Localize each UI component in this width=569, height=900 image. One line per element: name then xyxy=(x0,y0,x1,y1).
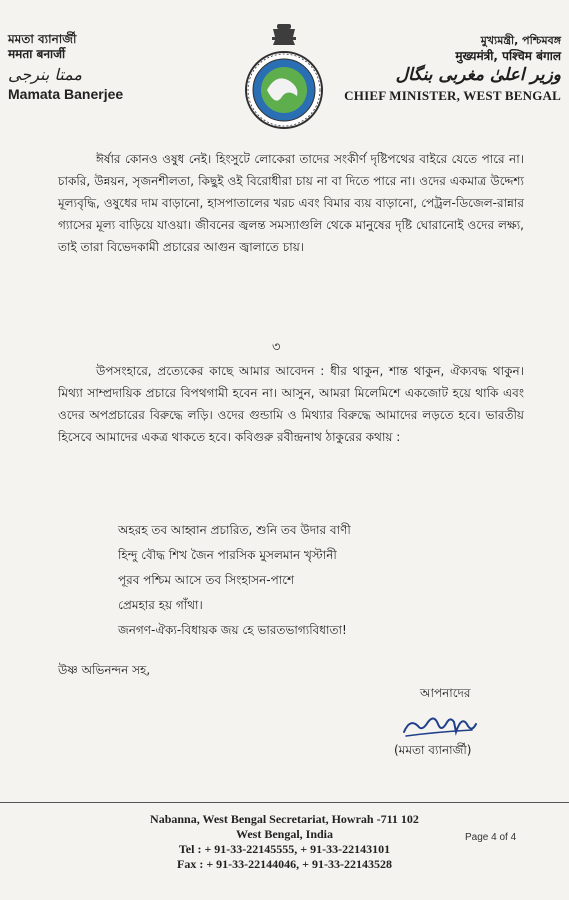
greeting: উষ্ণ অভিনন্দন সহ, xyxy=(58,663,151,677)
address-line: Nabanna, West Bengal Secretariat, Howrah -711 102 xyxy=(150,812,419,826)
hindi-title: मुख्यमंत्री, पश्चिम बंगाल xyxy=(455,49,561,63)
poem-line: অহরহ তব আহ্বান প্রচারিত, শুনি তব উদার বাণী xyxy=(118,523,351,537)
urdu-title: وزیر اعلیٰ مغربی بنگال xyxy=(395,65,561,85)
letterhead-right xyxy=(331,34,561,104)
page-number: Page 4 of 4 xyxy=(465,832,517,843)
handwritten-signature xyxy=(400,708,480,742)
poem-line: হিন্দু বৌদ্ধ শিখ জৈন পারসিক মুসলমান খৃস্টানী xyxy=(118,548,337,562)
footer-divider xyxy=(0,802,569,803)
poem-line: পূরব পশ্চিম আসে তব সিংহাসন-পাশে xyxy=(118,573,295,587)
poem-line: প্রেমহার হয় গাঁথা। xyxy=(118,598,203,612)
bengali-name: মমতা ব্যানার্জী xyxy=(8,32,77,46)
tel-line: Tel : + 91-33-22145555, + 91-33-22143101 xyxy=(178,842,391,856)
paragraph-2: উপসংহারে, প্রত্যেকের কাছে আমার আবেদন : ধীর থাকুন, শান্ত থাকুন, ঐক্যবদ্ধ থাকুন। মিথ্যা সাম্প্রদায়িক প্রচারে বিপথগামী হবেন না। আসুন, আমরা মিলেমিশে একজোট হয়ে থাকি এবং ওদের অপপ্রচারের বিরুদ্ধে লড়ি। ওদের গুন্ডামি ও মিথ্যার বিরুদ্ধে আমাদের লড়তে হবে। ভারতীয় হিসেবে আমাদের একত্র থাকতে হবে। কবিগুরু রবীন্দ্রনাথ ঠাকুরের কথায় : xyxy=(58,364,524,444)
biswa-bangla-emblem-icon xyxy=(239,20,329,132)
poem-line: জনগণ-ঐক্য-বিধায়ক জয় হে ভারতভাগ্যবিধাতা! xyxy=(118,623,347,637)
section-number: ৩ xyxy=(272,340,281,355)
english-name: Mamata Banerjee xyxy=(8,86,124,102)
signature-name: (মমতা ব্যানার্জী) xyxy=(394,743,472,757)
fax-line: Fax : + 91-33-22144046, + 91-33-22143528 xyxy=(177,857,392,871)
letterhead-left xyxy=(8,32,168,102)
bengali-title: মুখ্যমন্ত্রী, পশ্চিমবঙ্গ xyxy=(480,34,561,47)
closing: আপনাদের xyxy=(420,686,471,700)
hindi-name: ममता बनार्जी xyxy=(8,47,66,61)
poem-quote xyxy=(118,518,448,643)
state-line: West Bengal, India xyxy=(235,827,334,841)
urdu-signature: ممتا بنرجی xyxy=(8,65,82,84)
paragraph-1: ঈর্ষার কোনও ওষুধ নেই। হিংসুটে লোকেরা তাদের সংকীর্ণ দৃষ্টিপথের বাইরে যেতে পারে না। চাকরি, উন্নয়ন, সৃজনশীলতা, কিছুই ওই বিরোধীরা চায় না বা দিতে পারে না। ওদের একমাত্র উদ্দেশ্য মূল্যবৃদ্ধি, ওষুধের দাম বাড়ানো, হাসপাতালের খরচ এবং বিমার ব্যয় বাড়ানো, পেট্রল-ডিজেল-রান্নার গ্যাসের মূল্য বাড়িয়ে যাওয়া। জীবনের জ্বলন্ত সমস্যাগুলি থেকে মানুষের দৃষ্টি ঘোরানোই ওদের লক্ষ্য, তাই তারা বিভেদকামী প্রচারের আগুন জ্বালাতে চায়। xyxy=(58,152,524,254)
english-title: CHIEF MINISTER, WEST BENGAL xyxy=(344,88,561,103)
